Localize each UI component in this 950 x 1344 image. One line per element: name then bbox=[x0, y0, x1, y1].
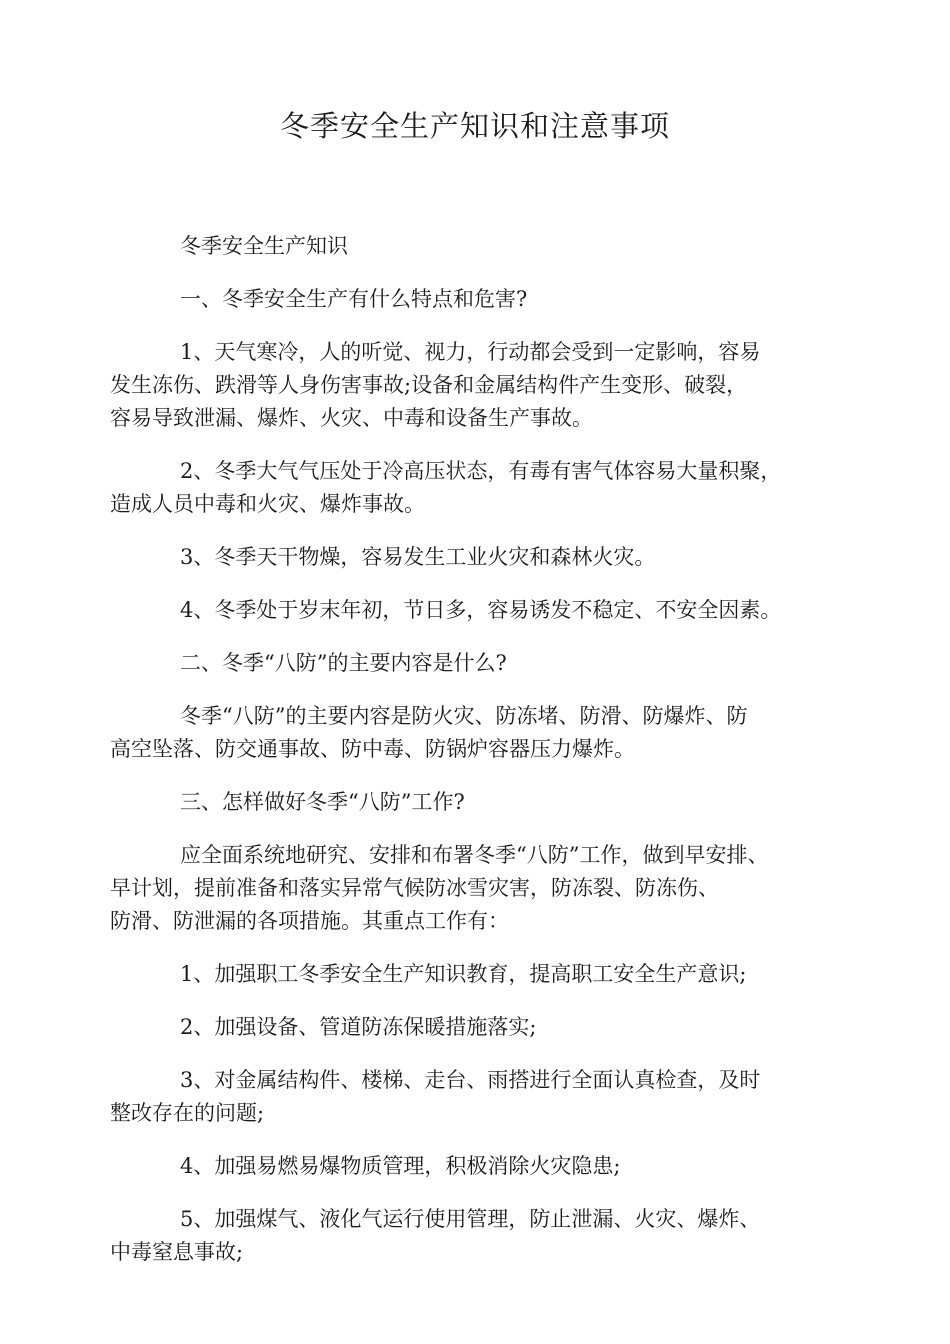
text-line: 发生冻伤、跌滑等人身伤害事故;设备和金属结构件产生变形、破裂， bbox=[110, 373, 748, 397]
paragraph-item-3 bbox=[145, 541, 825, 574]
paragraph-question-3 bbox=[145, 786, 825, 819]
text-line: 3、冬季天干物燥，容易发生工业火灾和森林火灾。 bbox=[180, 545, 656, 569]
paragraph-measure-2 bbox=[145, 1011, 825, 1044]
paragraph-measure-5 bbox=[110, 1203, 825, 1269]
text-line: 3、对金属结构件、楼梯、走台、雨搭进行全面认真检查，及时 bbox=[180, 1068, 761, 1092]
paragraph-answer-3 bbox=[110, 839, 825, 938]
text-line: 中毒窒息事故; bbox=[110, 1240, 244, 1264]
paragraph-measure-3 bbox=[110, 1064, 825, 1130]
text-line: 4、冬季处于岁末年初，节日多，容易诱发不稳定、不安全因素。 bbox=[180, 598, 782, 622]
text-line: 2、冬季大气气压处于冷高压状态，有毒有害气体容易大量积聚， bbox=[180, 459, 782, 483]
document-title: 冬季安全生产知识和注意事项 bbox=[279, 109, 670, 143]
paragraph-question-2 bbox=[145, 647, 825, 680]
text-line: 冬季安全生产知识 bbox=[180, 234, 348, 258]
text-line: 整改存在的问题; bbox=[110, 1101, 265, 1125]
text-line: 造成人员中毒和火灾、爆炸事故。 bbox=[110, 492, 425, 516]
text-line: 一、冬季安全生产有什么特点和危害? bbox=[180, 287, 528, 311]
paragraph-section-heading bbox=[145, 230, 825, 263]
paragraph-question-1 bbox=[145, 283, 825, 316]
text-line: 高空坠落、防交通事故、防中毒、防锅炉容器压力爆炸。 bbox=[110, 737, 635, 761]
paragraph-item-1 bbox=[110, 336, 825, 435]
paragraph-answer-2 bbox=[110, 700, 825, 766]
text-line: 应全面系统地研究、安排和布署冬季“八防”工作，做到早安排、 bbox=[180, 843, 769, 867]
text-line: 4、加强易燃易爆物质管理，积极消除火灾隐患; bbox=[180, 1154, 621, 1178]
text-line: 容易导致泄漏、爆炸、火灾、中毒和设备生产事故。 bbox=[110, 406, 593, 430]
paragraph-measure-4 bbox=[145, 1150, 825, 1183]
paragraph-item-2 bbox=[110, 455, 825, 521]
paragraph-item-4 bbox=[145, 594, 825, 627]
text-line: 1、加强职工冬季安全生产知识教育，提高职工安全生产意识; bbox=[180, 962, 747, 986]
text-line: 早计划，提前准备和落实异常气候防冰雪灾害，防冻裂、防冻伤、 bbox=[110, 876, 719, 900]
paragraph-measure-1 bbox=[145, 958, 825, 991]
text-line: 防滑、防泄漏的各项措施。其重点工作有： bbox=[110, 909, 509, 933]
document-body bbox=[110, 230, 825, 1289]
text-line: 5、加强煤气、液化气运行使用管理，防止泄漏、火灾、爆炸、 bbox=[180, 1207, 761, 1231]
text-line: 2、加强设备、管道防冻保暖措施落实; bbox=[180, 1015, 537, 1039]
text-line: 冬季“八防”的主要内容是防火灾、防冻堵、防滑、防爆炸、防 bbox=[180, 704, 748, 728]
text-line: 1、天气寒冷，人的听觉、视力，行动都会受到一定影响，容易 bbox=[180, 340, 761, 364]
text-line: 二、冬季“八防”的主要内容是什么? bbox=[180, 651, 507, 675]
text-line: 三、怎样做好冬季“八防”工作? bbox=[180, 790, 465, 814]
